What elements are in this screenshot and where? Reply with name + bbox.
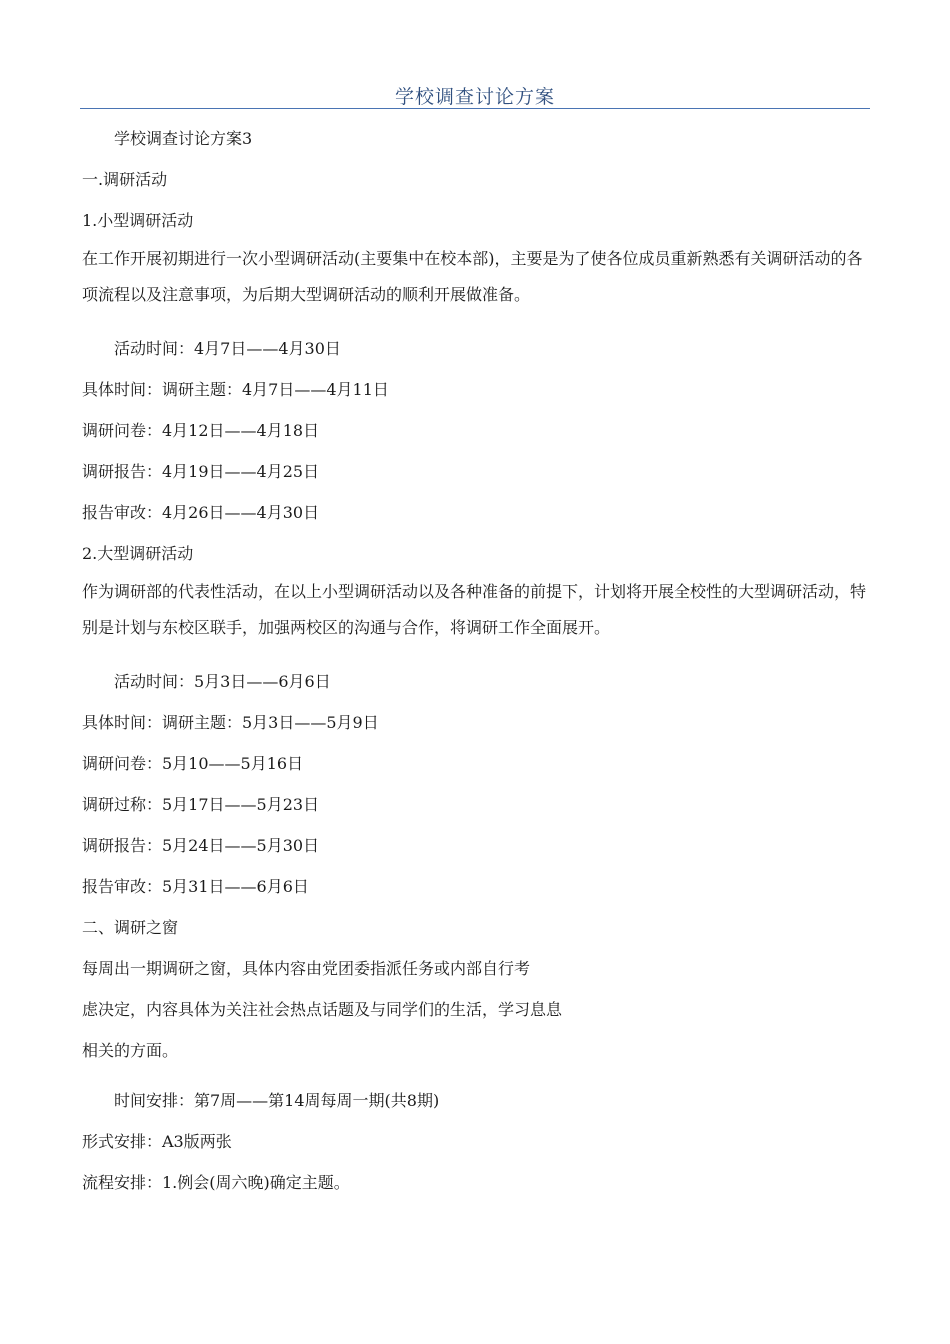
schedule-line: 具体时间：调研主题：5月3日——5月9日: [82, 713, 379, 732]
window-paragraph-line: 相关的方面。: [82, 1041, 179, 1060]
section-heading-1: 一.调研活动: [82, 170, 168, 189]
schedule-line: 调研报告：5月24日——5月30日: [82, 836, 320, 855]
window-paragraph-line: 虑决定，内容具体为关注社会热点话题及与同学们的生活，学习息息: [82, 1000, 563, 1019]
paragraph-large-activity: 作为调研部的代表性活动，在以上小型调研活动以及各种准备的前提下，计划将开展全校性的大型调研活动，特别是计划与东校区联手，加强两校区的沟通与合作，将调研工作全面展开。: [82, 582, 867, 637]
page-header-title: 学校调查讨论方案: [394, 86, 555, 108]
activity-time-small: 活动时间：4月7日——4月30日: [114, 339, 341, 358]
header-divider: [80, 108, 870, 109]
schedule-line: 报告审改：5月31日——6月6日: [82, 877, 309, 896]
activity-time-large: 活动时间：5月3日——6月6日: [114, 672, 331, 691]
paragraph-small-activity: 在工作开展初期进行一次小型调研活动(主要集中在校本部)，主要是为了使各位成员重新熟悉有关调研活动的各项流程以及注意事项，为后期大型调研活动的顺利开展做准备。: [82, 249, 863, 304]
time-arrangement: 时间安排：第7周——第14周每周一期(共8期): [114, 1091, 440, 1110]
document-body: [82, 125, 872, 1197]
subsection-heading-2: 2.大型调研活动: [82, 544, 194, 563]
format-arrangement: 形式安排：A3版两张: [82, 1132, 232, 1151]
section-heading-2: 二、调研之窗: [82, 918, 179, 937]
schedule-line: 调研过称：5月17日——5月23日: [82, 795, 320, 814]
schedule-line: 具体时间：调研主题：4月7日——4月11日: [82, 380, 389, 399]
doc-subtitle: 学校调查讨论方案3: [114, 129, 253, 148]
schedule-line: 调研报告：4月19日——4月25日: [82, 462, 320, 481]
window-paragraph-line: 每周出一期调研之窗，具体内容由党团委指派任务或内部自行考: [82, 959, 531, 978]
schedule-line: 调研问卷：5月10——5月16日: [82, 754, 304, 773]
schedule-line: 调研问卷：4月12日——4月18日: [82, 421, 320, 440]
subsection-heading-1: 1.小型调研活动: [82, 211, 194, 230]
process-arrangement: 流程安排：1.例会(周六晚)确定主题。: [82, 1173, 350, 1192]
schedule-line: 报告审改：4月26日——4月30日: [82, 503, 320, 522]
